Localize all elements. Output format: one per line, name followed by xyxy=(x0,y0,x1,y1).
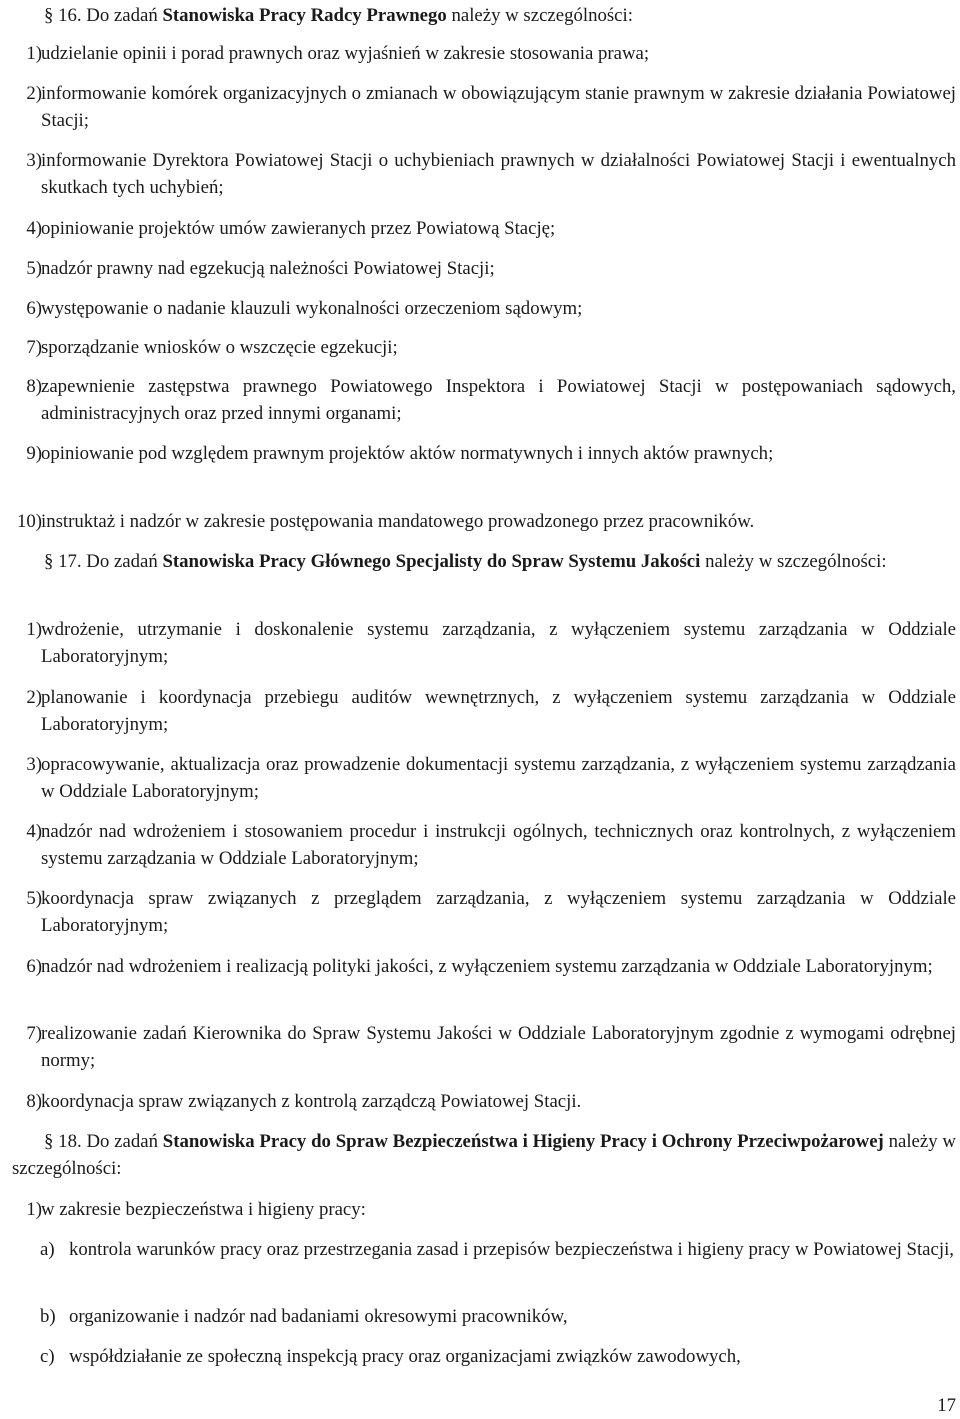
section-number: 18. xyxy=(58,1131,82,1152)
list-item: 10) instruktaż i nadzór w zakresie postępowania mandatowego prowadzonego przez pracowników. xyxy=(16,511,755,532)
section-16-heading: § 16. Do zadań Stanowiska Pracy Radcy Prawnego należy w szczególności: xyxy=(44,5,633,26)
list-item: 5) koordynacja spraw związanych z przeglądem zarządzania, z wyłączeniem systemu zarządzania w Oddziale Laboratoryjnym; xyxy=(26,888,956,936)
sub-list-item: b) organizowanie i nadzór nad badaniami okresowymi pracowników, xyxy=(40,1306,568,1327)
section-17-heading: § 17. Do zadań Stanowiska Pracy Głównego Specjalisty do Spraw Systemu Jakości należy w szczególności: xyxy=(44,551,887,572)
list-item: 2) informowanie komórek organizacyjnych o zmianach w obowiązującym stanie prawnym w zakresie działania Powiatowej Stacji; xyxy=(26,83,956,131)
list-item: 1) udzielanie opinii i porad prawnych oraz wyjaśnień w zakresie stosowania prawa; xyxy=(26,43,650,64)
list-item: 8) zapewnienie zastępstwa prawnego Powiatowego Inspektora i Powiatowej Stacji w postępowaniach sądowych, administracyjnych oraz przed innymi organami; xyxy=(26,376,956,424)
section-symbol: § xyxy=(44,1131,54,1152)
list-item: 7) sporządzanie wniosków o wszczęcie egzekucji; xyxy=(26,337,398,358)
sub-list-item: c) współdziałanie ze społeczną inspekcją pracy oraz organizacjami związków zawodowych, xyxy=(40,1346,741,1367)
list-item: 6) nadzór nad wdrożeniem i realizacją polityki jakości, z wyłączeniem systemu zarządzania w Oddziale Laboratoryjnym; xyxy=(26,956,933,977)
list-item: 4) nadzór nad wdrożeniem i stosowaniem procedur i instrukcji ogólnych, technicznych oraz kontrolnych, z wyłączeniem systemu zarządzania w Oddziale Laboratoryjnym; xyxy=(26,821,956,869)
section-number: 16. xyxy=(58,5,82,26)
section-title: Stanowiska Pracy do Spraw Bezpieczeństwa i Higieny Pracy i Ochrony Przeciwpożarowej xyxy=(162,1131,884,1152)
list-item: 1) wdrożenie, utrzymanie i doskonalenie systemu zarządzania, z wyłączeniem systemu zarządzania w Oddziale Laboratoryjnym; xyxy=(26,619,956,667)
list-item: 2) planowanie i koordynacja przebiegu auditów wewnętrznych, z wyłączeniem systemu zarządzania w Oddziale Laboratoryjnym; xyxy=(26,687,956,735)
list-item: 4) opiniowanie projektów umów zawieranych przez Powiatową Stację; xyxy=(26,218,556,239)
list-item: 8) koordynacja spraw związanych z kontrolą zarządczą Powiatowej Stacji. xyxy=(26,1091,582,1112)
list-item: 9) opiniowanie pod względem prawnym projektów aktów normatywnych i innych aktów prawnych; xyxy=(26,443,774,464)
list-item: 7) realizowanie zadań Kierownika do Spraw Systemu Jakości w Oddziale Laboratoryjnym zgodnie z wymogami odrębnej normy; xyxy=(26,1023,956,1071)
list-item: 5) nadzór prawny nad egzekucją należności Powiatowej Stacji; xyxy=(26,258,495,279)
sub-list-item: a) kontrola warunków pracy oraz przestrzegania zasad i przepisów bezpieczeństwa i higieny pracy w Powiatowej Stacji, xyxy=(40,1239,954,1260)
list-item: 6) występowanie o nadanie klauzuli wykonalności orzeczeniom sądowym; xyxy=(26,298,583,319)
section-symbol: § xyxy=(44,5,54,26)
section-title: Stanowiska Pracy Radcy Prawnego xyxy=(162,5,447,26)
page-number: 17 xyxy=(937,1395,956,1416)
list-item: 3) informowanie Dyrektora Powiatowej Stacji o uchybieniach prawnych w działalności Powiatowej Stacji i ewentualnych skutkach tych uchybień; xyxy=(26,150,956,198)
section-symbol: § xyxy=(44,551,54,572)
section-18-heading: § 18. Do zadań Stanowiska Pracy do Spraw Bezpieczeństwa i Higieny Pracy i Ochrony Przeciwpożarowej należy w szczególności: xyxy=(12,1131,956,1179)
list-item: 1) w zakresie bezpieczeństwa i higieny pracy: xyxy=(26,1199,366,1220)
list-item: 3) opracowywanie, aktualizacja oraz prowadzenie dokumentacji systemu zarządzania, z wyłączeniem systemu zarządzania w Oddziale Laboratoryjnym; xyxy=(26,754,956,802)
section-title: Stanowiska Pracy Głównego Specjalisty do Spraw Systemu Jakości xyxy=(162,551,701,572)
section-number: 17. xyxy=(58,551,82,572)
